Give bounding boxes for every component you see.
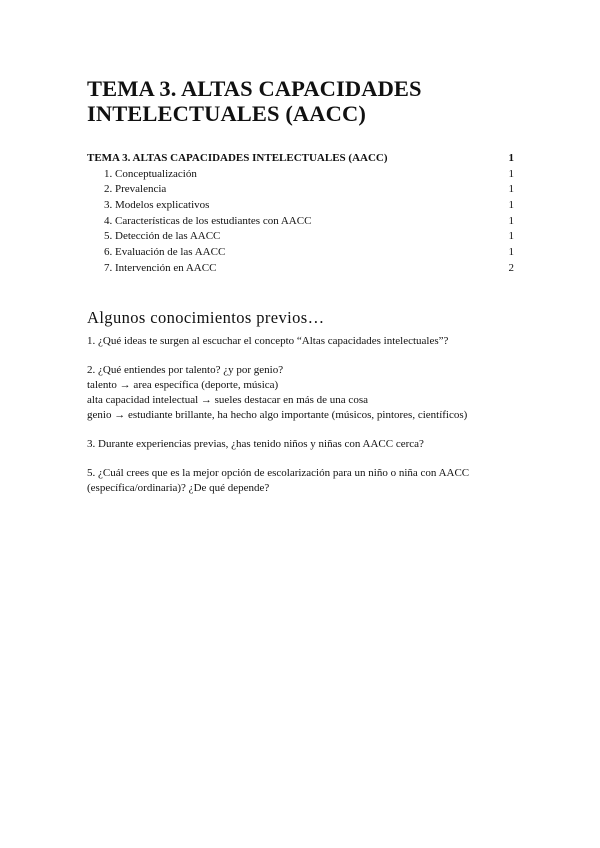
document-title-line-2: INTELECTUALES (AACC): [87, 101, 366, 126]
toc-entry-conceptualizacion[interactable]: [87, 167, 517, 183]
toc-entry-main[interactable]: [87, 151, 517, 167]
toc-entry-evaluacion[interactable]: [87, 245, 517, 261]
question-text: 3. Durante experiencias previas, ¿has tenido niños y niñas con AACC cerca?: [87, 438, 424, 450]
question-2: [87, 363, 527, 423]
toc-entry-label: 7. Intervención en AACC: [104, 261, 217, 274]
toc-entry-label: 2. Prevalencia: [104, 183, 167, 196]
toc-entry-page: 1: [508, 246, 514, 259]
toc-entry-page: 1: [508, 230, 514, 243]
toc-entry-label: TEMA 3. ALTAS CAPACIDADES INTELECTUALES (AACC): [87, 152, 388, 164]
toc-entry-label: 4. Características de los estudiantes con AACC: [104, 214, 312, 227]
toc-entry-page: 2: [508, 261, 514, 274]
table-of-contents: [87, 151, 517, 277]
document-title-line-1: TEMA 3. ALTAS CAPACIDADES: [87, 76, 422, 101]
question-1: [87, 334, 527, 349]
toc-entry-page: 1: [508, 199, 514, 212]
question-5: [87, 466, 527, 496]
toc-entry-modelos[interactable]: [87, 198, 517, 214]
toc-entry-prevalencia[interactable]: [87, 182, 517, 198]
toc-entry-deteccion[interactable]: [87, 229, 517, 245]
toc-entry-label: 3. Modelos explicativos: [104, 199, 210, 212]
toc-entry-page: 1: [508, 183, 514, 196]
toc-entry-page: 1: [508, 152, 514, 164]
question-3: [87, 437, 527, 452]
toc-entry-page: 1: [508, 167, 514, 180]
toc-entry-page: 1: [508, 214, 514, 227]
toc-entry-intervencion[interactable]: [87, 261, 517, 277]
document-title: [87, 76, 527, 126]
toc-entry-caracteristicas[interactable]: [87, 214, 517, 230]
answer-line: alta capacidad intelectual → sueles destacar en más de una cosa: [87, 394, 368, 406]
question-text-continued: (específica/ordinaria)? ¿De qué depende?: [87, 482, 270, 494]
toc-entry-label: 1. Conceptualización: [104, 167, 197, 180]
toc-entry-label: 6. Evaluación de las AACC: [104, 246, 226, 259]
answer-line: talento → area específica (deporte, música): [87, 379, 279, 391]
question-text: 1. ¿Qué ideas te surgen al escuchar el concepto “Altas capacidades intelectuales”?: [87, 335, 449, 347]
question-text: 2. ¿Qué entiendes por talento? ¿y por genio?: [87, 364, 284, 376]
toc-entry-label: 5. Detección de las AACC: [104, 230, 221, 243]
question-text: 5. ¿Cuál crees que es la mejor opción de escolarización para un niño o niña con AACC: [87, 467, 470, 479]
answer-line: genio → estudiante brillante, ha hecho algo importante (músicos, pintores, científicos): [87, 409, 468, 421]
section-heading: Algunos conocimientos previos…: [87, 308, 325, 327]
questions-list: [87, 334, 527, 510]
